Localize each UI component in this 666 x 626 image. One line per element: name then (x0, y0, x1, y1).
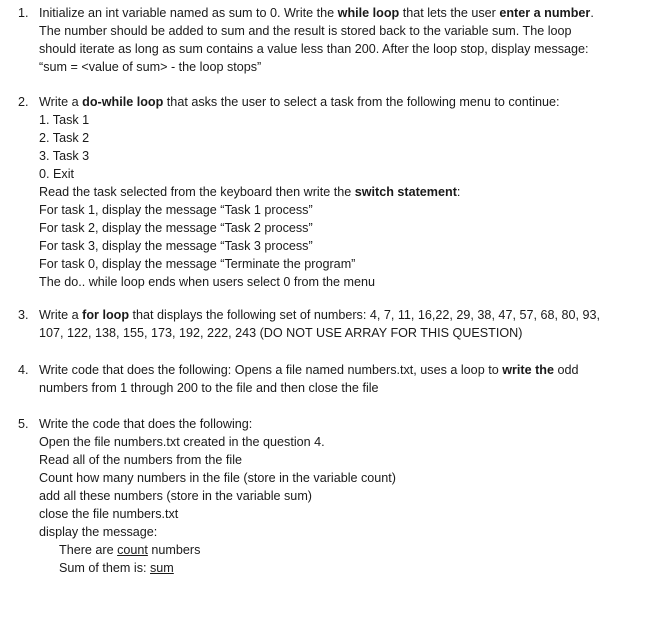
question-4 (18, 361, 658, 397)
q5-line-4: Count how many numbers in the file (store in the variable count) (39, 471, 397, 485)
menu-item: 3. Task 3 (39, 149, 90, 163)
q2-task0-line: For task 0, display the message “Terminate the program” (39, 257, 356, 271)
q2-task2-line: For task 2, display the message “Task 2 process” (39, 221, 313, 235)
question-number: 2. (18, 95, 29, 109)
question-number: 4. (18, 363, 29, 377)
q1-line-4: “sum = <value of sum> - the loop stops” (39, 60, 262, 74)
question-3 (18, 306, 658, 342)
q2-read-line: Read the task selected from the keyboard then write the switch statement: (39, 185, 461, 199)
q1-line-3: should iterate as long as sum contains a value less than 200. After the loop stop, display message: (39, 42, 589, 56)
question-5 (18, 415, 658, 577)
q5-line-2: Open the file numbers.txt created in the question 4. (39, 435, 325, 449)
q5-line-3: Read all of the numbers from the file (39, 453, 243, 467)
q5-line-1: Write the code that does the following: (39, 417, 253, 431)
question-number: 5. (18, 417, 29, 431)
q2-end-line: The do.. while loop ends when users select 0 from the menu (39, 275, 376, 289)
q4-line-2: numbers from 1 through 200 to the file and then close the file (39, 381, 379, 395)
q3-line-2: 107, 122, 138, 155, 173, 192, 222, 243 (DO NOT USE ARRAY FOR THIS QUESTION) (39, 326, 523, 340)
question-2 (18, 93, 658, 291)
question-1 (18, 4, 658, 76)
q4-line-1: Write code that does the following: Opens a file named numbers.txt, uses a loop to write the odd (39, 363, 579, 377)
q1-line-2: The number should be added to sum and the result is stored back to the variable sum. The loop (39, 24, 572, 38)
menu-item: 2. Task 2 (39, 131, 90, 145)
q2-task3-line: For task 3, display the message “Task 3 process” (39, 239, 313, 253)
q2-line-1: Write a do-while loop that asks the user to select a task from the following menu to continue: (39, 95, 560, 109)
q1-line-1: Initialize an int variable named as sum to 0. Write the while loop that lets the user enter a number. (39, 6, 594, 20)
q5-line-7: display the message: (39, 525, 158, 539)
q5-message-2: Sum of them is: sum (59, 561, 174, 575)
menu-item: 0. Exit (39, 167, 74, 181)
q3-line-1: Write a for loop that displays the following set of numbers: 4, 7, 11, 16,22, 29, 38, 47, 57, 68, 80, 93, (39, 308, 600, 322)
q5-line-5: add all these numbers (store in the variable sum) (39, 489, 312, 503)
question-number: 3. (18, 308, 29, 322)
q2-task1-line: For task 1, display the message “Task 1 process” (39, 203, 313, 217)
question-number: 1. (18, 6, 29, 20)
menu-item: 1. Task 1 (39, 113, 90, 127)
q5-line-6: close the file numbers.txt (39, 507, 179, 521)
q5-message-1: There are count numbers (59, 543, 201, 557)
